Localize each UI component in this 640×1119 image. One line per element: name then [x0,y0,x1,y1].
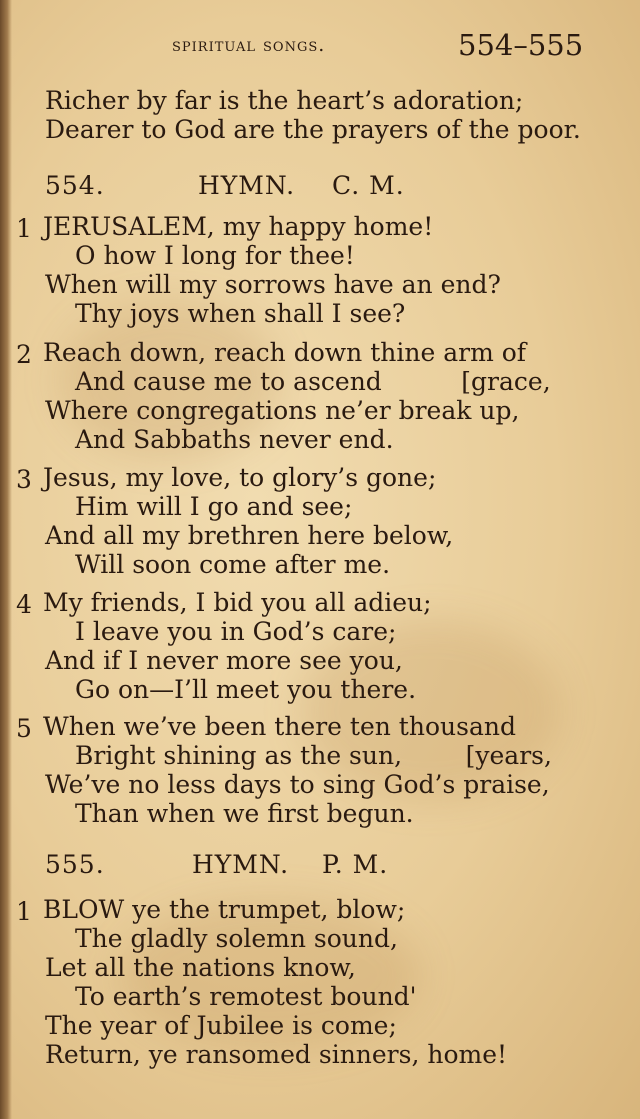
verse-line: I leave you in God’s care; [75,617,397,646]
verse-number: 2 [16,340,32,369]
page-gutter-shadow [0,0,12,1119]
verse-line: Where congregations ne’er break up, [45,396,520,425]
verse-line: The gladly solemn sound, [75,924,398,953]
verse-line: Reach down, reach down thine arm of [43,338,527,367]
verse-line: When we’ve been there ten thousand [43,712,516,741]
verse-line: Him will I go and see; [75,492,353,521]
verse-line: Return, ye ransomed sinners, home! [45,1040,508,1069]
verse-line: And cause me to ascend [grace, [75,367,551,396]
verse-line: Will soon come after me. [75,550,391,579]
hymn-meter: P. M. [322,850,389,879]
hymn-meter: C. M. [332,171,405,200]
verse-line: My friends, I bid you all adieu; [43,588,432,617]
verse-line: To earth’s remotest bound' [75,982,417,1011]
verse-number: 1 [16,214,32,243]
verse-line: Thy joys when shall I see? [75,299,406,328]
verse-line: Than when we first begun. [75,799,414,828]
verse-line: Go on—I’ll meet you there. [75,675,417,704]
verse-line: JERUSALEM, my happy home! [43,212,434,241]
verse-line: The year of Jubilee is come; [45,1011,397,1040]
verse-line: And if I never more see you, [45,646,403,675]
hymn-title: HYMN. [192,850,290,879]
verse-number: 3 [16,465,32,494]
running-title: spiritual songs. [172,34,326,56]
verse-line: Bright shining as the sun, [years, [75,741,552,770]
verse-line: And all my brethren here below, [45,521,454,550]
hymn-title: HYMN. [198,171,296,200]
verse-number: 5 [16,714,32,743]
verse-line: Jesus, my love, to glory’s gone; [43,463,437,492]
hymn-number: 554. [45,171,105,200]
verse-line: Let all the nations know, [45,953,356,982]
verse-line: We’ve no less days to sing God’s praise, [45,770,550,799]
verse-line: And Sabbaths never end. [75,425,394,454]
carryover-line: Richer by far is the heart’s adoration; [45,86,524,115]
page-range: 554–555 [458,28,584,62]
verse-number: 4 [16,590,32,619]
carryover-line: Dearer to God are the prayers of the poor. [45,115,581,144]
verse-line: O how I long for thee! [75,241,355,270]
verse-line: BLOW ye the trumpet, blow; [43,895,406,924]
hymn-number: 555. [45,850,105,879]
verse-number: 1 [16,897,32,926]
verse-line: When will my sorrows have an end? [45,270,501,299]
